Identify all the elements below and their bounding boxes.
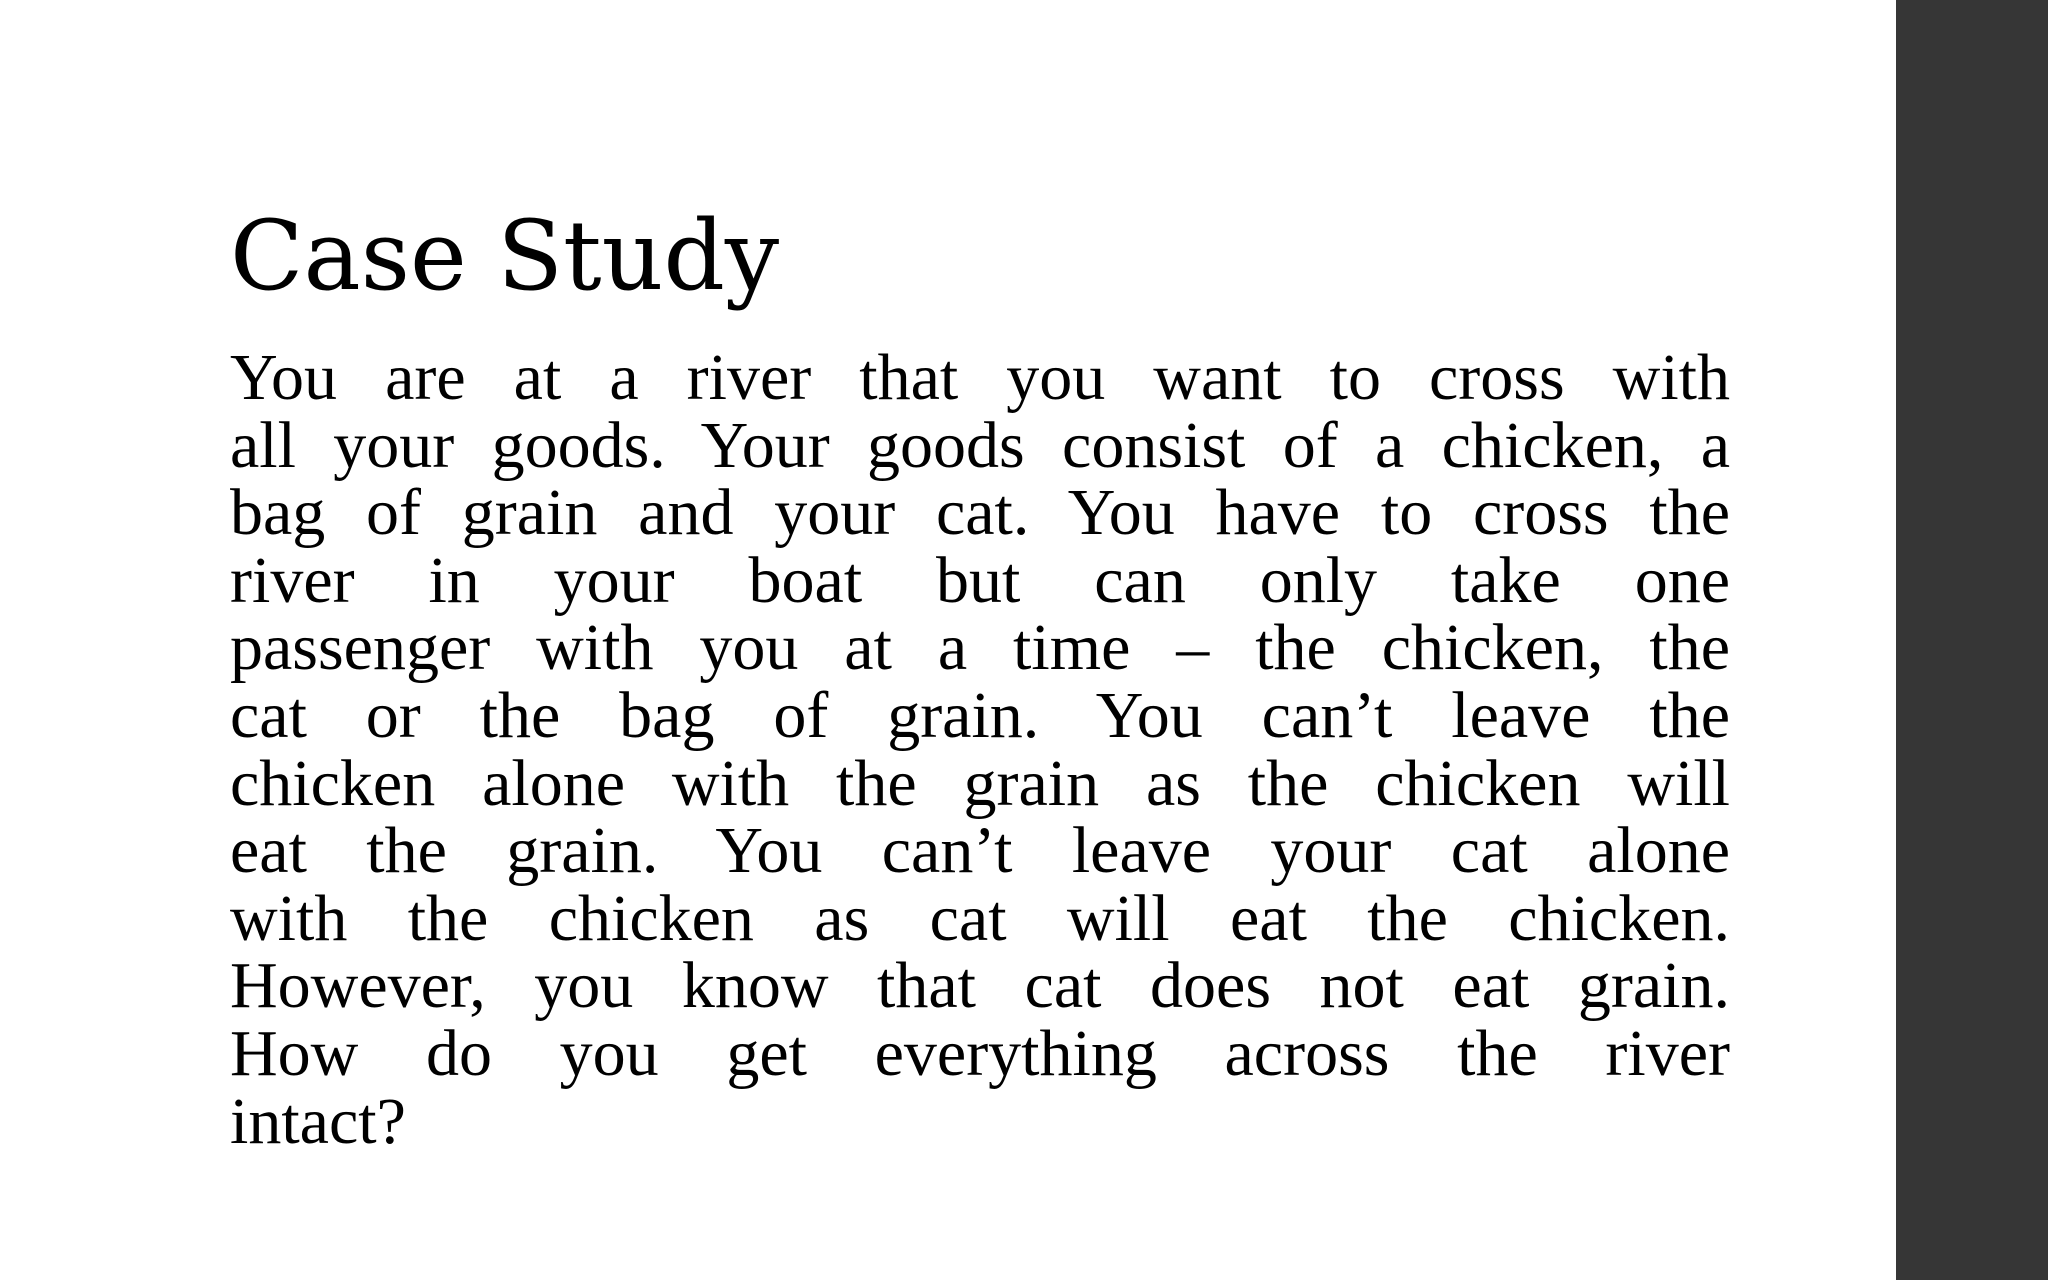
body-line: with the chicken as cat will eat the chicken. [230,881,1730,955]
body-line: chicken alone with the grain as the chicken will [230,746,1730,820]
body-line: eat the grain. You can’t leave your cat alone [230,814,1730,888]
slide-body [230,341,1730,1158]
body-line: intact? [230,1084,406,1158]
body-line: You are at a river that you want to cross with [230,341,1730,414]
body-line: bag of grain and your cat. You have to cross the [230,476,1730,550]
right-side-band [1896,0,2048,1280]
slide-title: Case Study [230,200,780,312]
body-line: all your goods. Your goods consist of a chicken, a [230,408,1730,482]
body-line: How do you get everything across the river [230,1016,1730,1090]
body-line: cat or the bag of grain. You can’t leave the [230,678,1730,752]
body-line: passenger with you at a time – the chicken, the [230,611,1730,685]
body-line: However, you know that cat does not eat grain. [230,949,1730,1023]
body-line: river in your boat but can only take one [230,543,1730,617]
